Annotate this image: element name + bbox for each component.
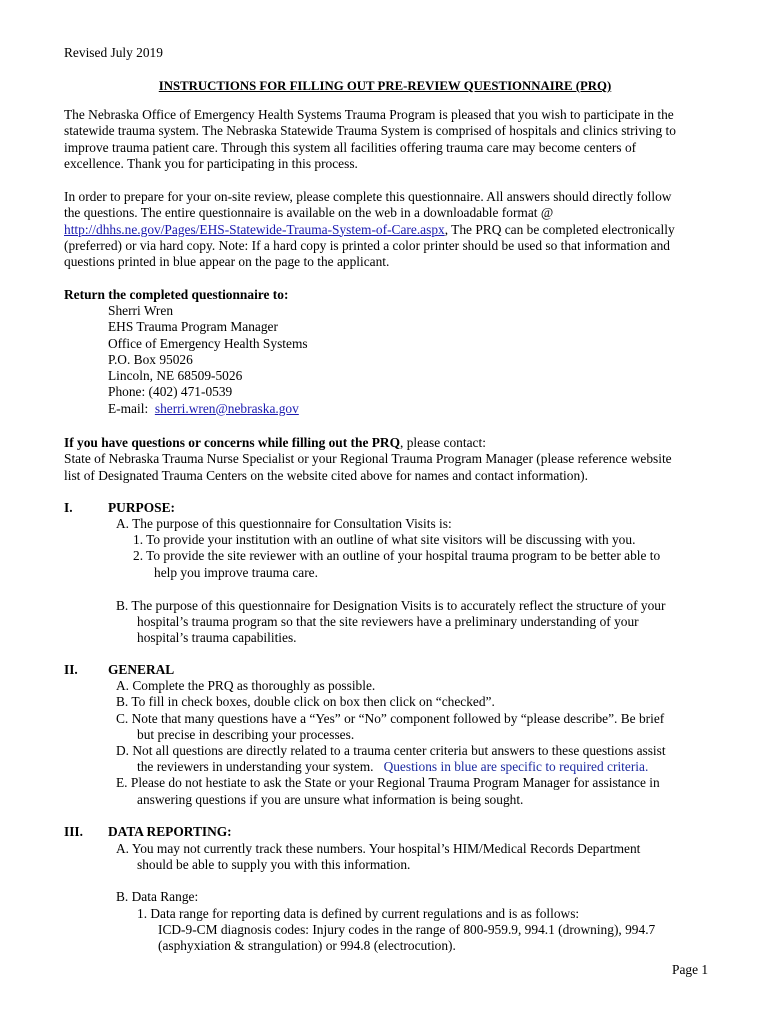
intro-line: In order to prepare for your on-site review, please complete this questionnaire. All answers should directly follow [64, 189, 672, 204]
contact-office: Office of Emergency Health Systems [108, 335, 308, 351]
section-title-general: GENERAL [108, 662, 175, 677]
intro-line: improve trauma patient care. Through this system all facilities offering trauma care may become centers of [64, 139, 637, 155]
questions-line: State of Nebraska Trauma Nurse Specialist or your Regional Trauma Program Manager (please reference website [64, 451, 672, 467]
general-item-a: A. Complete the PRQ as thoroughly as possible. [116, 678, 376, 693]
contact-name: Sherri Wren [108, 303, 174, 318]
intro-line: The Nebraska Office of Emergency Health Systems Trauma Program is pleased that you wish to participate in the [64, 107, 674, 122]
section-number: I. [64, 500, 73, 515]
contact-email-link[interactable]: sherri.wren@nebraska.gov [154, 400, 299, 416]
section-number: III. [64, 824, 83, 839]
required-criteria-note: Questions in blue are specific to required criteria. [383, 759, 649, 774]
contact-phone: Phone: (402) 471-0539 [108, 384, 233, 400]
contact-city: Lincoln, NE 68509-5026 [108, 368, 243, 384]
general-item-d-text: the reviewers in understanding your system. [137, 759, 384, 774]
return-heading: Return the completed questionnaire to: [64, 287, 289, 302]
questions-rest: , please contact: [400, 435, 486, 450]
purpose-item-a1: 1. To provide your institution with an outline of what site visitors will be discussing with you. [133, 532, 636, 547]
data-item-a-cont: should be able to supply you with this information. [137, 857, 411, 872]
section-title-data-reporting: DATA REPORTING: [108, 824, 232, 839]
revised-date: Revised July 2019 [64, 45, 163, 60]
purpose-item-b-cont: hospital’s trauma capabilities. [137, 630, 297, 645]
data-item-b: B. Data Range: [116, 889, 199, 904]
intro-paragraph-2 [64, 189, 714, 270]
data-item-b1-cont: (asphyxiation & strangulation) or 994.8 (electrocution). [158, 938, 456, 953]
general-item-c: C. Note that many questions have a “Yes” or “No” component followed by “please describe”. Be brief [116, 711, 665, 726]
purpose-item-b-cont: hospital’s trauma program so that the site reviewers have a preliminary understanding of your [137, 614, 639, 629]
data-item-b1-cont: ICD-9-CM diagnosis codes: Injury codes in the range of 800-959.9, 994.1 (drowning), 994.7 [158, 922, 656, 937]
general-item-e-cont: answering questions if you are unsure what information is being sought. [137, 792, 524, 807]
page-number: Page 1 [672, 962, 709, 977]
contact-email-line [108, 401, 308, 417]
document-title: INSTRUCTIONS FOR FILLING OUT PRE-REVIEW QUESTIONNAIRE (PRQ) [158, 79, 612, 93]
data-item-b1: 1. Data range for reporting data is defined by current regulations and is as follows: [137, 906, 580, 921]
general-item-d-cont [137, 759, 648, 775]
questions-line [64, 435, 714, 451]
contact-role: EHS Trauma Program Manager [108, 319, 278, 335]
intro-line-with-link [64, 222, 714, 238]
return-address [108, 303, 308, 417]
intro-line: (preferred) or via hard copy. Note: If a hard copy is printed a color printer should be used so that information and [64, 237, 670, 253]
section-title-purpose: PURPOSE: [108, 500, 175, 515]
purpose-item-a2-cont: help you improve trauma care. [154, 565, 318, 580]
prq-web-link[interactable]: http://dhhs.ne.gov/Pages/EHS-Statewide-Trauma-System-of-Care.aspx [64, 221, 445, 237]
intro-line: the questions. The entire questionnaire is available on the web in a downloadable format @ [64, 205, 554, 221]
general-item-d: D. Not all questions are directly related to a trauma center criteria but answers to these questions assist [116, 743, 666, 758]
purpose-item-a: A. The purpose of this questionnaire for Consultation Visits is: [116, 516, 452, 531]
intro-line: statewide trauma system. The Nebraska Statewide Trauma System is comprised of hospitals and clinics striving to [64, 123, 676, 139]
email-label: E-mail: [108, 400, 155, 416]
purpose-item-b: B. The purpose of this questionnaire for Designation Visits is to accurately reflect the structure of your [116, 598, 666, 613]
general-item-b: B. To fill in check boxes, double click on box then click on “checked”. [116, 694, 495, 709]
questions-bold: If you have questions or concerns while filling out the PRQ [64, 435, 401, 450]
section-number: II. [64, 662, 78, 677]
intro-line: questions printed in blue appear on the page to the applicant. [64, 254, 390, 270]
contact-po-box: P.O. Box 95026 [108, 351, 193, 367]
questions-line: list of Designated Trauma Centers on the website cited above for names and contact information). [64, 467, 588, 483]
data-item-a: A. You may not currently track these numbers. Your hospital’s HIM/Medical Records Department [116, 841, 641, 856]
general-item-e: E. Please do not hestiate to ask the State or your Regional Trauma Program Manager for assistance in [116, 775, 660, 790]
intro-paragraph-1 [64, 107, 714, 172]
intro-text: , The PRQ can be completed electronically [444, 221, 675, 237]
general-item-c-cont: but precise in describing your processes. [137, 727, 355, 742]
purpose-item-a2: 2. To provide the site reviewer with an outline of your hospital trauma program to be better able to [133, 548, 661, 563]
intro-line: excellence. Thank you for participating in this process. [64, 155, 358, 171]
questions-paragraph [64, 435, 714, 484]
